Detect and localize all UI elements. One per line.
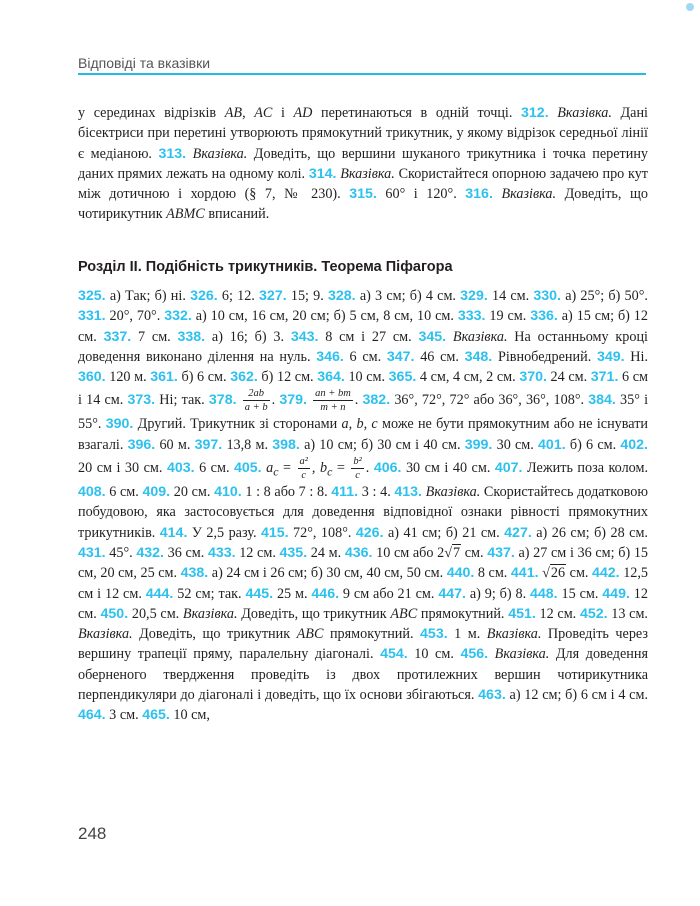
answer-text: 6 см. <box>105 484 143 501</box>
problem-number: 347. <box>386 348 415 365</box>
answer-text: 10 см. <box>344 369 389 386</box>
text-run: у серединах відрізків <box>78 105 225 121</box>
text-run: , <box>242 105 255 121</box>
problem-number: 373. <box>127 392 156 409</box>
answer-text: 9 см або 21 см. <box>339 585 439 602</box>
problem-number: 409. <box>142 484 171 501</box>
answer-text: 12 см. <box>235 544 280 561</box>
answer-text: . <box>354 392 363 409</box>
problem-number: 336. <box>530 308 558 325</box>
problem-number: 401. <box>538 436 566 453</box>
problem-number: 454. <box>380 646 408 663</box>
answer-text: 7 см. <box>131 328 178 345</box>
problem-number: 328. <box>328 288 356 304</box>
formula-operator: = <box>278 459 296 476</box>
problem-number: 337. <box>103 328 132 345</box>
answer-text: 1 м. <box>447 626 487 643</box>
answer-text: Скористайтеся опорною задачею про кут між дотичною і хордою (§ 7, № 230). <box>78 165 648 203</box>
problem-number: 348. <box>464 348 493 365</box>
answers-continued-text <box>78 103 648 225</box>
problem-number: 315. <box>349 186 377 203</box>
problem-number: 398. <box>272 436 300 453</box>
segment-label: AB <box>224 105 243 121</box>
problem-number: 312. <box>521 105 549 121</box>
problem-number: 435. <box>279 544 308 561</box>
hint-label: Вказівка. <box>452 328 508 345</box>
answer-text: 30 см і 40 см. <box>401 459 495 476</box>
problem-number: 384. <box>588 392 616 409</box>
problem-number: 464. <box>78 707 106 724</box>
answer-text: 15 см. <box>557 585 603 602</box>
fraction-405-a <box>298 455 310 482</box>
answer-text: На останньому кроці доведення виконано ділення на нуль. <box>78 328 648 365</box>
formula-separator: , <box>311 459 320 476</box>
answer-text: 45°. <box>105 544 137 561</box>
problem-number: 332. <box>164 308 192 325</box>
problem-number: 349. <box>596 348 625 365</box>
formula-subscript: c <box>327 464 333 479</box>
answer-text: 19 см. <box>485 308 531 325</box>
answer-text: а) 27 см і 36 см; б) 15 см, 20 см, 25 см. <box>78 544 649 582</box>
hint-label: Вказівка. <box>486 626 542 643</box>
answer-text: 35° і 55°. <box>78 392 649 433</box>
problem-number: 365. <box>388 369 417 386</box>
sqrt-radicand: 26 <box>550 565 566 582</box>
fraction-denominator: c <box>301 470 307 482</box>
answer-text: 25 м. <box>273 585 312 602</box>
answer-text: Доведіть, що чотирикутник <box>78 186 648 223</box>
problem-number: 403. <box>166 459 195 476</box>
hint-label: Вказівка. <box>425 484 481 501</box>
answer-text: 20 см. <box>170 484 215 501</box>
answer-text: 52 см; так. <box>173 585 246 602</box>
segment-label: AC <box>254 105 273 121</box>
answer-text: У 2,5 разу. <box>187 524 261 541</box>
problem-number: 379. <box>279 392 307 409</box>
formula-subscript: c <box>273 464 279 479</box>
answer-text: а) 24 см і 26 см; б) 30 см, 40 см, 50 см. <box>208 565 447 582</box>
problem-number: 346. <box>316 348 344 365</box>
problem-number: 449. <box>602 585 630 602</box>
fraction-379 <box>313 387 353 414</box>
problem-number: 415. <box>260 524 289 541</box>
answer-text: 120 м. <box>105 369 151 386</box>
problem-number: 327. <box>259 288 287 304</box>
problem-number: 437. <box>487 544 515 561</box>
answer-text: 13 см. <box>607 605 648 622</box>
answer-text: 13,8 м. <box>222 436 273 453</box>
fraction-378 <box>243 387 270 414</box>
problem-number: 440. <box>446 565 475 582</box>
problem-number: 326. <box>190 288 218 304</box>
sqrt-radicand: 7 <box>453 544 461 561</box>
answer-text: 36°, 72°, 72° або 36°, 36°, 108°. <box>390 392 589 409</box>
answer-text: 36 см. <box>163 544 208 561</box>
answer-text: Доведіть, що трикутник <box>237 605 391 622</box>
answer-text: 24 м. <box>307 544 345 561</box>
problem-number: 452. <box>579 605 608 622</box>
answer-text: 24 см. <box>546 369 591 386</box>
answer-text: а) 12 см; б) 6 см і 4 см. <box>505 687 648 704</box>
problem-number: 411. <box>331 484 359 501</box>
answer-text: Ні. <box>624 348 649 365</box>
answer-text: 8 см. <box>474 565 511 582</box>
answer-text: б) 6 см. <box>177 369 231 386</box>
problem-number: 343. <box>290 328 319 345</box>
problem-number: 370. <box>519 369 547 386</box>
answer-text: 12 см. <box>78 585 648 622</box>
answer-text: а) 16; б) 3. <box>205 328 291 345</box>
corner-badge <box>686 3 694 11</box>
answer-text: б) 6 см. <box>565 436 621 453</box>
problem-number: 433. <box>207 544 236 561</box>
answer-text: 3 : 4. <box>358 484 395 501</box>
answer-text: 8 см і 27 см. <box>318 328 419 345</box>
hint-label: Вказівка. <box>340 165 395 182</box>
answer-text: 6; 12. <box>217 288 260 304</box>
answer-text: Рівнобедрений. <box>492 348 597 365</box>
answer-text: 15; 9. <box>286 288 329 304</box>
formula-variable: b <box>319 459 328 476</box>
hint-label: Вказівка. <box>78 626 133 643</box>
problem-number: 444. <box>145 585 174 602</box>
answer-text: а) 15 см; б) 12 см. <box>78 308 648 345</box>
problem-number: 361. <box>150 369 178 386</box>
answer-text: а) 26 см; б) 28 см. <box>531 524 648 541</box>
segment-label: AD <box>293 105 313 121</box>
problem-number: 345. <box>418 328 447 345</box>
sqrt-sign: √ <box>444 544 453 561</box>
answers-section-text <box>78 286 648 726</box>
problem-number: 448. <box>530 585 558 602</box>
problem-number: 364. <box>317 369 345 386</box>
answer-text: . <box>365 459 374 476</box>
problem-number: 360. <box>78 369 106 386</box>
problem-number: 450. <box>100 605 129 622</box>
triangle-label: ABC <box>390 605 418 622</box>
fraction-numerator: an + bm <box>315 388 351 400</box>
problem-number: 413. <box>394 484 423 501</box>
answer-text: а) 10 см; б) 30 см і 40 см. <box>299 436 465 453</box>
answer-text: 3 см. <box>105 707 143 724</box>
answer-text: Доведіть, що трикутник <box>132 626 297 643</box>
answer-text: 4 см, 4 см, 2 см. <box>416 369 520 386</box>
answer-text: а) Так; б) ні. <box>105 288 191 304</box>
answer-text: 72°, 108°. <box>288 524 356 541</box>
problem-number: 451. <box>508 605 536 622</box>
problem-number: 463. <box>478 687 506 704</box>
hint-label: Вказівка. <box>494 646 550 663</box>
problem-number: 406. <box>373 459 402 476</box>
fraction-numerator: 2ab <box>243 387 270 401</box>
answer-text: б) 12 см. <box>257 369 318 386</box>
fraction-denominator: a + b <box>244 402 268 414</box>
answer-text: вписаний. <box>204 206 270 223</box>
fraction-numerator: b² <box>353 456 362 468</box>
problem-number: 441. <box>510 565 539 582</box>
problem-number: 465. <box>142 707 170 724</box>
problem-number: 397. <box>194 436 223 453</box>
problem-number: 371. <box>590 369 619 386</box>
section-heading: Розділ ІІ. Подібність трикутників. Теорема Піфагора <box>78 259 453 275</box>
answer-text: 10 см, <box>169 707 210 724</box>
answer-text: Дані бісектриси при перетині утворюють прямокутний трикутник, у якому відрізок середньої лінії є медіаною. <box>78 105 648 162</box>
answer-text: 6 см. <box>343 348 387 365</box>
problem-number: 426. <box>355 524 384 541</box>
answer-text: 10 см. <box>407 646 461 663</box>
answer-text: а) 10 см, 16 см, 20 см; б) 5 см, 8 см, 10 см. <box>191 308 458 325</box>
answer-text: Лежить поза колом. <box>522 459 649 476</box>
running-header: Відповіді та вказівки <box>78 55 211 71</box>
side-variables: a, b, c <box>341 416 378 433</box>
fraction-denominator: m + n <box>320 402 346 414</box>
hint-label: Вказівка. <box>192 145 248 162</box>
answer-text: 10 см або 2 <box>372 544 445 561</box>
answer-text: 1 : 8 або 7 : 8. <box>241 484 332 501</box>
answer-text: 12,5 см і 12 см. <box>78 565 649 602</box>
problem-number: 405. <box>234 459 262 476</box>
formula-variable: a <box>266 459 274 476</box>
answer-text: може не бути прямокутним або не існувати взагалі. <box>78 416 648 453</box>
answer-text: Скористайтесь додатковою побудовою, яка застосовується для доведення відповідної ознаки рівності прямокутних трикутників. <box>78 484 648 541</box>
fraction-numerator: a² <box>299 456 308 468</box>
problem-number: 414. <box>159 524 188 541</box>
answer-text: 20 см і 30 см. <box>78 459 167 476</box>
answer-text: 6 см і 14 см. <box>78 369 648 409</box>
answer-text: Для доведення оберненого твердження проведіть із двох протилежних вершин чотирикутника перпендикуляри до діагоналі і доведіть, що їх основи збігаються. <box>78 646 648 704</box>
answer-text: 60° і 120°. <box>376 186 466 203</box>
problem-number: 408. <box>78 484 106 501</box>
quadrilateral-label: ABMC <box>166 206 205 223</box>
answer-text: 6 см. <box>194 459 235 476</box>
hint-label: Вказівка. <box>501 186 557 203</box>
sqrt-sign: √ <box>542 565 550 582</box>
fraction-denominator: c <box>355 470 360 482</box>
answer-text: 20,5 см. <box>128 605 183 622</box>
answer-text: а) 9; б) 8. <box>465 585 531 602</box>
answer-text: 46 см. <box>414 348 465 365</box>
answer-text: . <box>271 392 280 409</box>
problem-number: 396. <box>127 436 156 453</box>
hint-label: Вказівка. <box>557 105 612 121</box>
answer-text: Проведіть через вершину трапеції пряму, паралельну діагоналі. <box>78 626 648 663</box>
page-number: 248 <box>78 824 107 843</box>
problem-number: 316. <box>465 186 493 203</box>
problem-number: 338. <box>177 328 206 345</box>
problem-number: 447. <box>438 585 466 602</box>
problem-number: 331. <box>78 308 106 325</box>
answer-text: см. <box>461 544 488 561</box>
problem-number: 431. <box>78 544 106 561</box>
problem-number: 446. <box>311 585 340 602</box>
answer-text: прямокутний. <box>323 626 421 643</box>
problem-number: 330. <box>533 288 562 304</box>
problem-number: 427. <box>504 524 532 541</box>
answer-text: 14 см. <box>487 288 534 304</box>
problem-number: 432. <box>136 544 164 561</box>
problem-number: 382. <box>362 392 391 409</box>
problem-number: 325. <box>78 288 106 304</box>
problem-number: 410. <box>214 484 242 501</box>
header-rule <box>78 73 646 75</box>
answer-text: а) 25°; б) 50°. <box>561 288 648 304</box>
answer-text: а) 41 см; б) 21 см. <box>383 524 505 541</box>
fraction-405-b <box>351 455 363 482</box>
triangle-label: ABC <box>296 626 324 643</box>
problem-number: 438. <box>180 565 209 582</box>
text-run: і <box>272 105 294 121</box>
problem-number: 436. <box>344 544 373 561</box>
answer-text: см. <box>566 565 593 582</box>
text-run: перетинаються в одній точці. <box>312 105 522 121</box>
answer-text: Другий. Трикутник зі сторонами <box>133 416 342 433</box>
problem-number: 378. <box>208 392 237 409</box>
problem-number: 453. <box>420 626 448 643</box>
answer-text: 30 см. <box>492 436 539 453</box>
answer-text: Доведіть, що вершини шуканого трикутника і точка перетину даних прямих лежать на одному колі. <box>78 145 649 182</box>
answer-text: прямокутний. <box>417 605 509 622</box>
problem-number: 445. <box>245 585 274 602</box>
answer-text: а) 3 см; б) 4 см. <box>355 288 461 304</box>
problem-number: 333. <box>457 308 486 325</box>
problem-number: 407. <box>494 459 523 476</box>
problem-number: 402. <box>620 436 649 453</box>
problem-number: 362. <box>230 369 258 386</box>
problem-number: 329. <box>460 288 488 304</box>
answer-text: Ні; так. <box>155 392 209 409</box>
problem-number: 314. <box>308 165 337 182</box>
problem-number: 390. <box>105 416 134 433</box>
hint-label: Вказівка. <box>182 605 238 622</box>
problem-number: 313. <box>158 145 187 162</box>
formula-operator: = <box>332 459 350 476</box>
problem-number: 442. <box>592 565 620 582</box>
answer-text: 12 см. <box>535 605 580 622</box>
problem-number: 399. <box>464 436 493 453</box>
problem-number: 456. <box>460 646 489 663</box>
answer-text: 20°, 70°. <box>105 308 165 325</box>
answer-text: 60 м. <box>155 436 195 453</box>
